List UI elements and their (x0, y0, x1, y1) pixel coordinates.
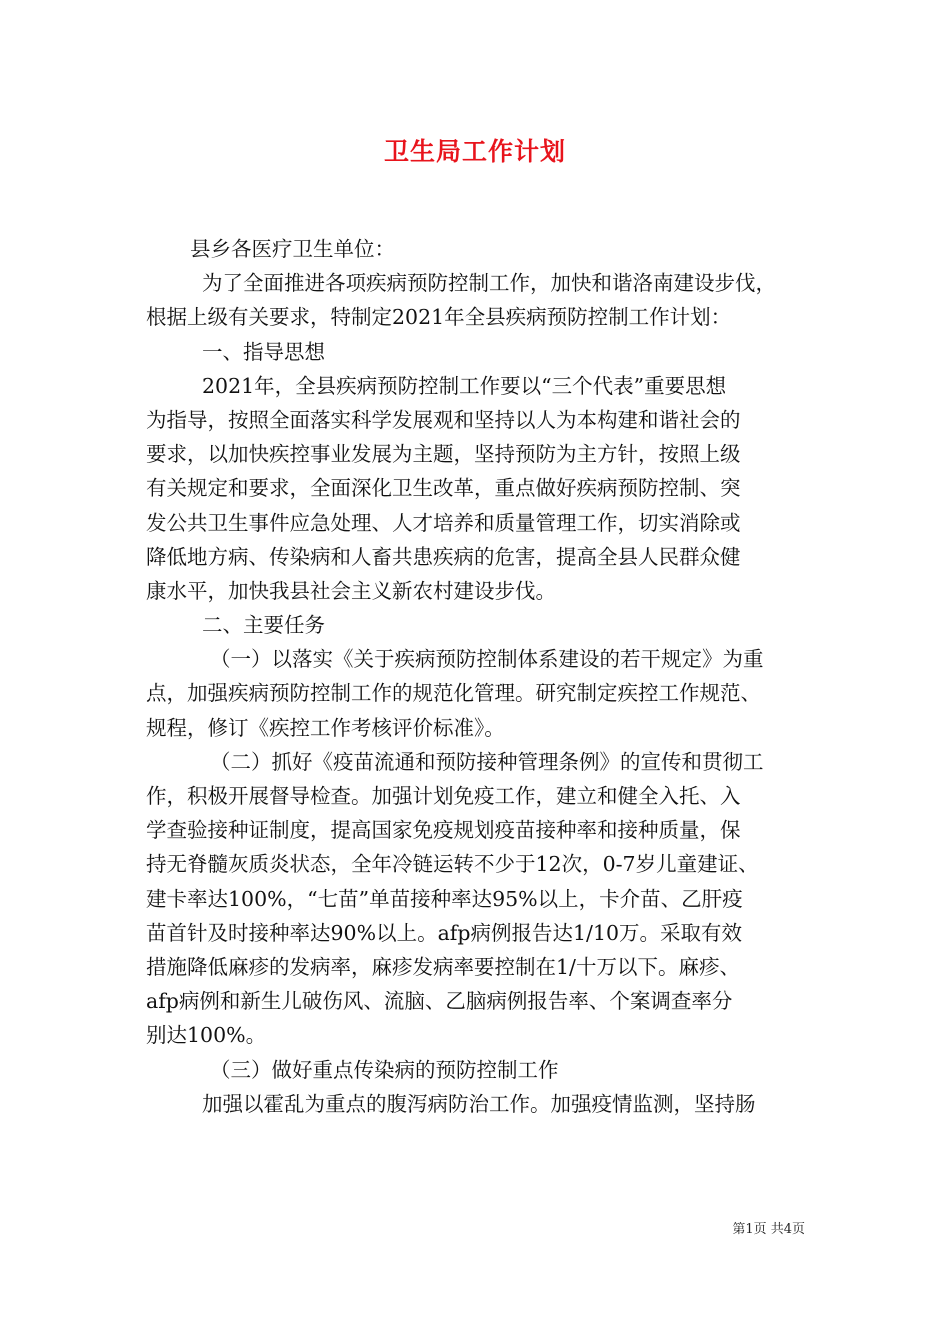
paragraph-line: 降低地方病、传染病和人畜共患疾病的危害，提高全县人民群众健 (146, 544, 741, 569)
paragraph-line: 康水平，加快我县社会主义新农村建设步伐。 (146, 578, 556, 603)
page-number: 第1页 共4页 (732, 1222, 805, 1237)
paragraph-line: 为指导，按照全面落实科学发展观和坚持以人为本构建和谐社会的 (146, 407, 741, 432)
paragraph-line: 学查验接种证制度，提高国家免疫规划疫苗接种率和接种质量，保 (146, 818, 741, 843)
paragraph-line: 别达100%。 (146, 1023, 267, 1048)
paragraph-line: （一）以落实《关于疾病预防控制体系建设的若干规定》为重 (210, 647, 764, 672)
paragraph-line: 点，加强疾病预防控制工作的规范化管理。研究制定疾控工作规范、 (146, 681, 761, 706)
document-title: 卫生局工作计划 (383, 137, 566, 166)
paragraph-line: （二）抓好《疫苗流通和预防接种管理条例》的宣传和贯彻工 (210, 749, 764, 774)
paragraph-line: 作，积极开展督导检查。加强计划免疫工作，建立和健全入托、入 (146, 784, 741, 808)
section-heading: 二、主要任务 (202, 613, 325, 638)
paragraph-line: 规程，修订《疾控工作考核评价标准》。 (146, 715, 505, 740)
paragraph-line: 持无脊髓灰质炎状态，全年冷链运转不少于12次，0-7岁儿童建证、 (146, 852, 759, 877)
paragraph-line: 有关规定和要求，全面深化卫生改革，重点做好疾病预防控制、突 (146, 476, 741, 501)
paragraph-line: 加强以霍乱为重点的腹泻病防治工作。加强疫情监测，坚持肠 (202, 1091, 756, 1116)
document-body (146, 232, 806, 1121)
paragraph-line: 措施降低麻疹的发病率，麻疹发病率要控制在1/十万以下。麻疹、 (146, 954, 740, 979)
paragraph-line: 建卡率达100%，“七苗”单苗接种率达95%以上，卡介苗、乙肝疫 (146, 886, 743, 911)
paragraph-line: 要求，以加快疾控事业发展为主题，坚持预防为主方针，按照上级 (146, 442, 741, 467)
salutation: 县乡各医疗卫生单位： (190, 237, 395, 261)
paragraph-line: 发公共卫生事件应急处理、人才培养和质量管理工作，切实消除或 (146, 510, 741, 535)
paragraph-line: 苗首针及时接种率达90%以上。afp病例报告达1/10万。采取有效 (146, 920, 743, 945)
paragraph-line: 为了全面推进各项疾病预防控制工作，加快和谐洛南建设步伐， (202, 271, 776, 296)
section-heading: 一、指导思想 (202, 339, 325, 364)
paragraph-line: afp病例和新生儿破伤风、流脑、乙脑病例报告率、个案调查率分 (146, 989, 733, 1014)
section-heading: （三）做好重点传染病的预防控制工作 (210, 1057, 559, 1082)
paragraph-line: 根据上级有关要求，特制定2021年全县疾病预防控制工作计划： (146, 305, 732, 330)
paragraph-line: 2021年，全县疾病预防控制工作要以“三个代表”重要思想 (202, 373, 727, 398)
